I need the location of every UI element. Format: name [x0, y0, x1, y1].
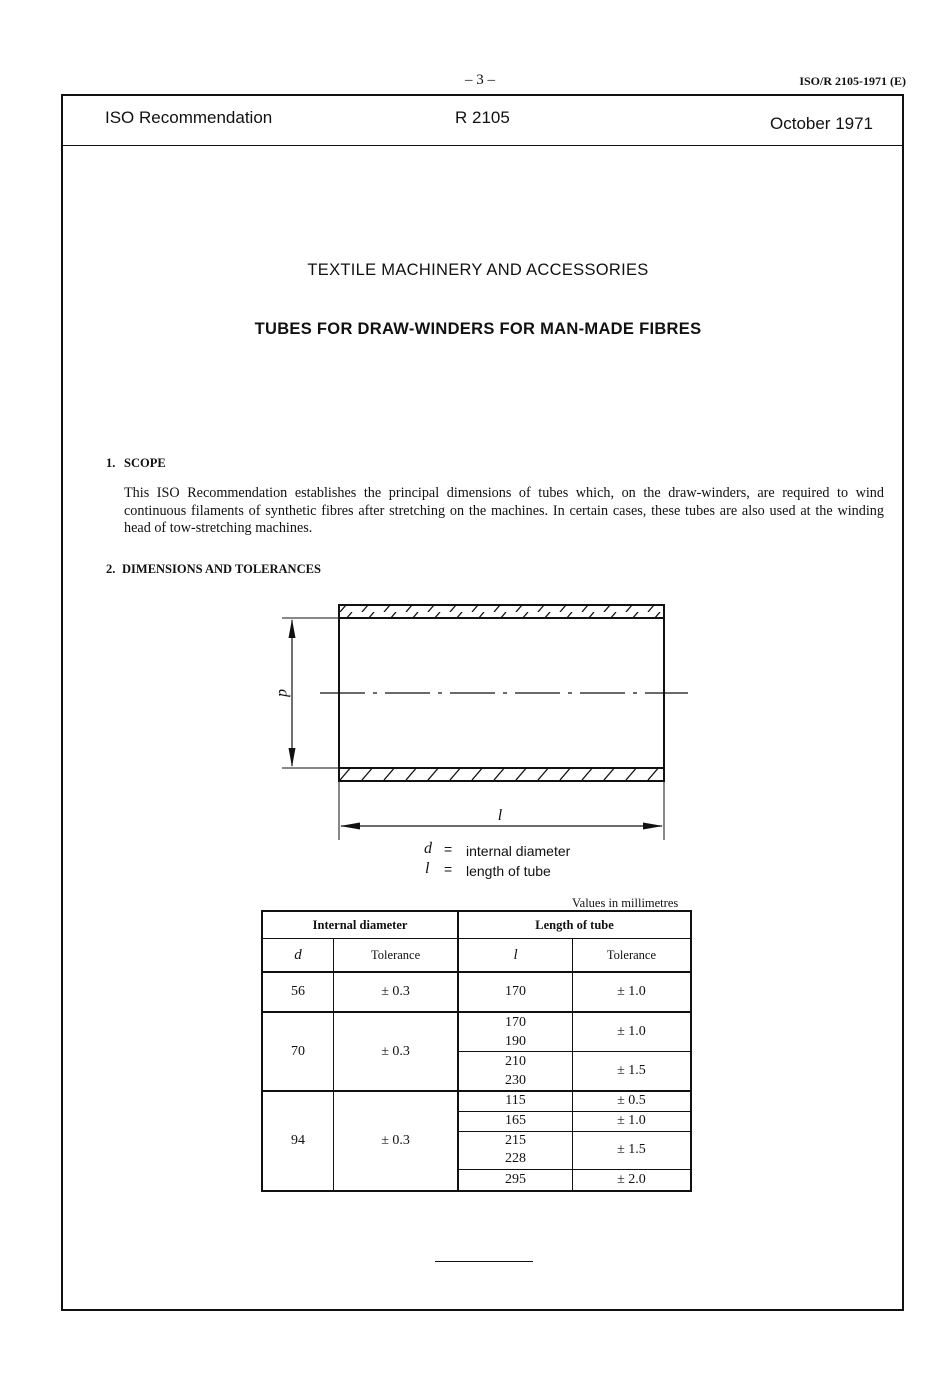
cell-l-tol-215-228: ± 1.5 [572, 1131, 691, 1169]
end-rule [435, 1261, 533, 1262]
scope-paragraph: This ISO Recommendation establishes the principal dimensions of tubes which, on the draw-winders, are required to wind continuous filaments of synthetic fibres after stretching on the machines. In certain cases, these tubes are also used at the winding head of tow-stretching machines. [124, 485, 884, 536]
cell-l-165: 165 [458, 1111, 572, 1131]
cell-l-215-228 [458, 1131, 572, 1169]
diameter-label: d [275, 689, 292, 697]
cell-l-170b: 170 [505, 1015, 527, 1030]
cell-l-170: 170 [458, 972, 572, 1012]
header-divider [61, 145, 904, 146]
header-l-tolerance: Tolerance [572, 939, 691, 973]
header-d-tolerance: Tolerance [334, 939, 458, 973]
legend-length-text: length of tube [466, 863, 551, 879]
dimensions-table [261, 910, 692, 1192]
cell-d-56: 56 [262, 972, 334, 1012]
header-date: October 1971 [770, 114, 874, 133]
cell-d-tol-94: ± 0.3 [334, 1091, 458, 1191]
header-recommendation-number: R 2105 [455, 108, 510, 127]
cell-l-tol-210-230: ± 1.5 [572, 1052, 691, 1092]
legend-length-equals: = [444, 861, 453, 877]
tube-bottom-wall [339, 768, 664, 781]
document-title: TEXTILE MACHINERY AND ACCESSORIES [307, 261, 649, 279]
cell-d-tol-56: ± 0.3 [334, 972, 458, 1012]
header-d: d [262, 939, 334, 973]
tube-drawing [270, 598, 700, 848]
cell-l-115: 115 [458, 1091, 572, 1111]
legend-length-symbol: l [425, 860, 430, 877]
legend-diameter-symbol: d [424, 840, 432, 857]
diameter-arrow-bottom [289, 748, 296, 767]
section-2-number: 2. [106, 562, 116, 576]
legend-diameter-equals: = [444, 841, 453, 857]
section-1-title: SCOPE [124, 456, 166, 470]
table-row [262, 972, 691, 1012]
length-arrow-left [340, 823, 360, 830]
cell-l-215: 215 [505, 1133, 527, 1148]
cell-l-tol-170-190: ± 1.0 [572, 1012, 691, 1052]
section-2-title: DIMENSIONS AND TOLERANCES [122, 562, 321, 576]
cell-l-170-190 [458, 1012, 572, 1052]
cell-l-tol-165: ± 1.0 [572, 1111, 691, 1131]
cell-l-190: 190 [505, 1034, 527, 1049]
table-sub-header-row [262, 939, 691, 973]
header-length-of-tube: Length of tube [458, 911, 691, 939]
table-row [262, 1012, 691, 1052]
cell-d-94: 94 [262, 1091, 334, 1191]
cell-d-70: 70 [262, 1012, 334, 1091]
cell-l-210-230 [458, 1052, 572, 1092]
cell-d-tol-70: ± 0.3 [334, 1012, 458, 1091]
cell-l-295: 295 [458, 1169, 572, 1191]
cell-l-228: 228 [505, 1151, 527, 1166]
table-group-header-row [262, 911, 691, 939]
header-l: l [458, 939, 572, 973]
cell-l-tol-170: ± 1.0 [572, 972, 691, 1012]
header-organisation: ISO Recommendation [105, 108, 273, 127]
cell-l-tol-115: ± 0.5 [572, 1091, 691, 1111]
cell-l-tol-295: ± 2.0 [572, 1169, 691, 1191]
table-row [262, 1091, 691, 1111]
cell-l-230: 230 [505, 1073, 527, 1088]
length-arrow-right [643, 823, 663, 830]
header-internal-diameter: Internal diameter [262, 911, 458, 939]
cell-l-210: 210 [505, 1054, 527, 1069]
page-number: – 3 – [465, 72, 495, 88]
tube-top-wall [339, 605, 664, 618]
length-label: l [497, 807, 503, 824]
document-reference: ISO/R 2105-1971 (E) [799, 74, 906, 88]
section-1-number: 1. [106, 456, 116, 470]
legend-diameter-text: internal diameter [466, 843, 571, 859]
units-note: Values in millimetres [572, 896, 679, 910]
diameter-arrow-top [289, 619, 296, 638]
document-subtitle: TUBES FOR DRAW-WINDERS FOR MAN-MADE FIBRES [254, 320, 702, 338]
